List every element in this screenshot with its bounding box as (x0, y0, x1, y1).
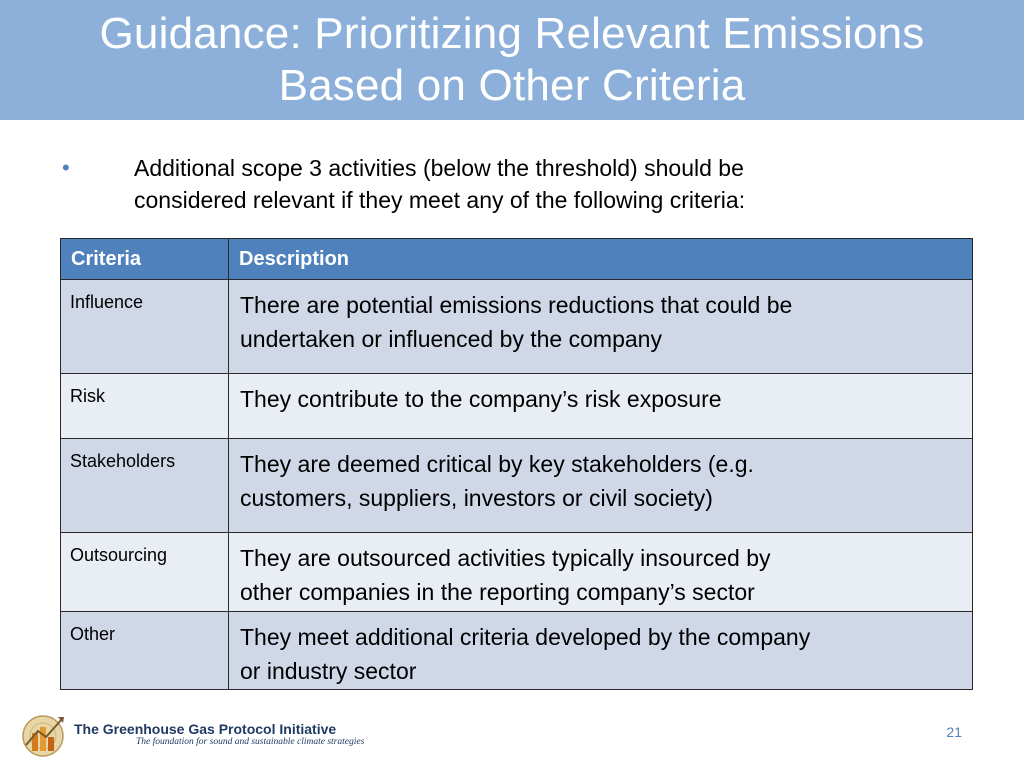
logo-name: The Greenhouse Gas Protocol Initiative (74, 721, 337, 737)
description-cell (229, 533, 973, 612)
description-line-2: customers, suppliers, investors or civil society) (240, 485, 713, 511)
description-line-2: other companies in the reporting company’s sector (240, 579, 755, 605)
description-line-1: They contribute to the company’s risk exposure (240, 386, 722, 412)
table-header-row (61, 239, 973, 280)
table-row (61, 374, 973, 439)
bullet-icon: • (62, 155, 70, 180)
description-line-1: They meet additional criteria developed by the company (240, 624, 811, 650)
logo-tagline: The foundation for sound and sustainable climate strategies (136, 737, 365, 747)
table-row (61, 612, 973, 690)
description-cell (229, 612, 973, 690)
slide-title-line-2: Based on Other Criteria (278, 61, 746, 110)
criteria-cell: Outsourcing (61, 533, 229, 612)
description-line-1: They are outsourced activities typically insourced by (240, 545, 771, 571)
ghg-protocol-logo (18, 708, 364, 760)
page-number: 21 (946, 724, 962, 740)
title-bar (0, 0, 1024, 120)
criteria-table (60, 238, 973, 690)
description-line-1: They are deemed critical by key stakeholders (e.g. (240, 451, 754, 477)
logo-text-block (74, 721, 364, 747)
description-line-2: undertaken or influenced by the company (240, 326, 662, 352)
intro-text-line-2: considered relevant if they meet any of the following criteria: (134, 187, 746, 213)
criteria-cell: Risk (61, 374, 229, 439)
table-row (61, 533, 973, 612)
description-line-1: There are potential emissions reductions that could be (240, 292, 793, 318)
header-description: Description (229, 239, 973, 280)
table-row (61, 280, 973, 374)
intro-bullet (58, 152, 938, 216)
description-cell (229, 439, 973, 533)
description-cell (229, 374, 973, 439)
slide-title-line-1: Guidance: Prioritizing Relevant Emissions (99, 9, 925, 58)
criteria-cell: Other (61, 612, 229, 690)
header-criteria: Criteria (61, 239, 229, 280)
globe-chart-icon (18, 709, 68, 759)
slide-title (100, 8, 925, 112)
description-line-2: or industry sector (240, 658, 417, 684)
intro-text-line-1: Additional scope 3 activities (below the threshold) should be (134, 155, 744, 181)
description-cell (229, 280, 973, 374)
table-row (61, 439, 973, 533)
intro-text (134, 152, 938, 216)
criteria-cell: Influence (61, 280, 229, 374)
criteria-cell: Stakeholders (61, 439, 229, 533)
